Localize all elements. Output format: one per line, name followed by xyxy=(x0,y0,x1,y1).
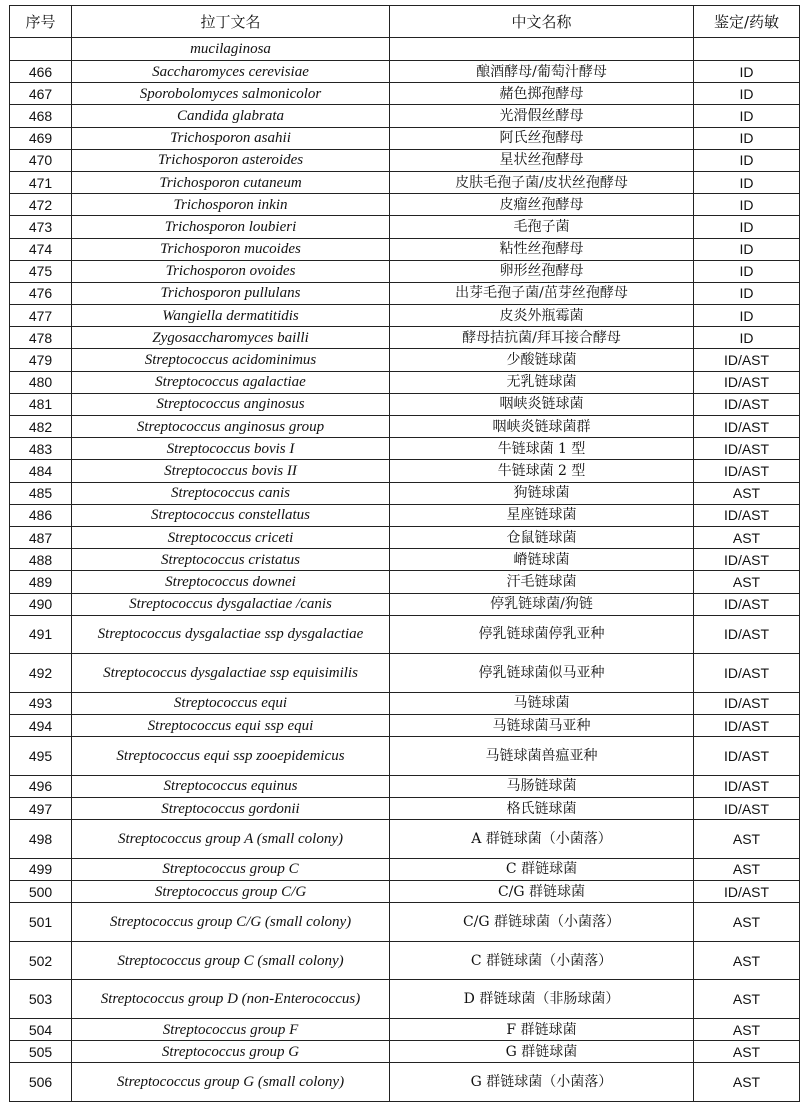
row-id-ast: AST xyxy=(694,1063,800,1102)
row-chinese-name: 咽峡炎链球菌 xyxy=(390,393,694,415)
row-no: 502 xyxy=(10,941,72,980)
row-no: 506 xyxy=(10,1063,72,1102)
row-id-ast: ID xyxy=(694,238,800,260)
row-id-ast: ID xyxy=(694,327,800,349)
table-row xyxy=(10,737,800,776)
row-id-ast: ID xyxy=(694,105,800,127)
organism-table xyxy=(9,5,800,1102)
row-latin-name: Streptococcus group G xyxy=(72,1041,390,1063)
row-latin-name: Streptococcus group C xyxy=(72,858,390,880)
row-id-ast: ID/AST xyxy=(694,504,800,526)
row-chinese-name: 马链球菌兽瘟亚种 xyxy=(390,737,694,776)
row-no: 487 xyxy=(10,526,72,548)
table-row xyxy=(10,526,800,548)
row-latin-name: Streptococcus agalactiae xyxy=(72,371,390,393)
row-no: 468 xyxy=(10,105,72,127)
table-row xyxy=(10,438,800,460)
row-id-ast xyxy=(694,38,800,61)
row-latin-name: Trichosporon pullulans xyxy=(72,282,390,304)
row-id-ast: ID/AST xyxy=(694,349,800,371)
row-no: 479 xyxy=(10,349,72,371)
table-row xyxy=(10,881,800,903)
row-no: 486 xyxy=(10,504,72,526)
row-no: 504 xyxy=(10,1018,72,1040)
row-no: 495 xyxy=(10,737,72,776)
row-chinese-name: 嵴链球菌 xyxy=(390,549,694,571)
row-latin-name: Streptococcus anginosus group xyxy=(72,416,390,438)
row-no: 492 xyxy=(10,654,72,693)
row-id-ast: ID/AST xyxy=(694,654,800,693)
row-latin-name: Streptococcus dysgalactiae /canis xyxy=(72,593,390,615)
row-id-ast: ID xyxy=(694,83,800,105)
row-chinese-name: 酿酒酵母/葡萄汁酵母 xyxy=(390,61,694,83)
table-row xyxy=(10,820,800,859)
row-id-ast: ID xyxy=(694,305,800,327)
header-id-ast: 鉴定/药敏 xyxy=(694,6,800,38)
row-chinese-name: 狗链球菌 xyxy=(390,482,694,504)
row-latin-name: Streptococcus bovis I xyxy=(72,438,390,460)
row-id-ast: ID/AST xyxy=(694,460,800,482)
row-no: 473 xyxy=(10,216,72,238)
row-no: 481 xyxy=(10,393,72,415)
row-no: 466 xyxy=(10,61,72,83)
row-no: 469 xyxy=(10,127,72,149)
row-latin-name: Streptococcus group A (small colony) xyxy=(72,820,390,859)
row-id-ast: ID xyxy=(694,194,800,216)
row-chinese-name: 汗毛链球菌 xyxy=(390,571,694,593)
row-chinese-name: 停乳链球菌停乳亚种 xyxy=(390,615,694,654)
row-latin-name: Streptococcus anginosus xyxy=(72,393,390,415)
row-latin-name: mucilaginosa xyxy=(72,38,390,61)
row-id-ast: AST xyxy=(694,482,800,504)
row-latin-name: Streptococcus group G (small colony) xyxy=(72,1063,390,1102)
row-latin-name: Streptococcus gordonii xyxy=(72,798,390,820)
row-chinese-name: 牛链球菌 2 型 xyxy=(390,460,694,482)
row-id-ast: ID/AST xyxy=(694,692,800,714)
row-latin-name: Streptococcus cristatus xyxy=(72,549,390,571)
row-chinese-name: 皮瘤丝孢酵母 xyxy=(390,194,694,216)
row-latin-name: Streptococcus dysgalactiae ssp equisimilis xyxy=(72,654,390,693)
row-id-ast: AST xyxy=(694,941,800,980)
header-row xyxy=(10,6,800,38)
row-id-ast: ID/AST xyxy=(694,438,800,460)
row-id-ast: ID xyxy=(694,61,800,83)
row-id-ast: AST xyxy=(694,820,800,859)
table-row xyxy=(10,216,800,238)
table-row xyxy=(10,349,800,371)
header-no: 序号 xyxy=(10,6,72,38)
row-no: 499 xyxy=(10,858,72,880)
row-id-ast: ID xyxy=(694,149,800,171)
row-latin-name: Trichosporon ovoides xyxy=(72,260,390,282)
row-id-ast: ID/AST xyxy=(694,371,800,393)
row-id-ast: ID/AST xyxy=(694,798,800,820)
row-id-ast: AST xyxy=(694,858,800,880)
row-chinese-name: 马肠链球菌 xyxy=(390,775,694,797)
row-latin-name: Saccharomyces cerevisiae xyxy=(72,61,390,83)
row-latin-name: Streptococcus constellatus xyxy=(72,504,390,526)
row-id-ast: ID/AST xyxy=(694,715,800,737)
row-no: 480 xyxy=(10,371,72,393)
row-chinese-name: 格氏链球菌 xyxy=(390,798,694,820)
row-latin-name: Trichosporon loubieri xyxy=(72,216,390,238)
row-no: 501 xyxy=(10,903,72,942)
row-chinese-name: 粘性丝孢酵母 xyxy=(390,238,694,260)
row-id-ast: ID/AST xyxy=(694,393,800,415)
table-row xyxy=(10,238,800,260)
table-row xyxy=(10,549,800,571)
row-no: 483 xyxy=(10,438,72,460)
row-chinese-name: 仓鼠链球菌 xyxy=(390,526,694,548)
row-latin-name: Streptococcus group F xyxy=(72,1018,390,1040)
row-chinese-name: 停乳链球菌/狗链 xyxy=(390,593,694,615)
row-latin-name: Streptococcus dysgalactiae ssp dysgalactiae xyxy=(72,615,390,654)
table-row xyxy=(10,715,800,737)
row-latin-name: Streptococcus group C/G (small colony) xyxy=(72,903,390,942)
row-chinese-name: 毛孢子菌 xyxy=(390,216,694,238)
row-chinese-name: C/G 群链球菌（小菌落） xyxy=(390,903,694,942)
row-no: 490 xyxy=(10,593,72,615)
row-no: 497 xyxy=(10,798,72,820)
row-id-ast: ID/AST xyxy=(694,881,800,903)
row-no: 482 xyxy=(10,416,72,438)
row-no: 503 xyxy=(10,980,72,1019)
row-chinese-name: 皮肤毛孢子菌/皮状丝孢酵母 xyxy=(390,171,694,193)
row-chinese-name: C 群链球菌 xyxy=(390,858,694,880)
row-no: 484 xyxy=(10,460,72,482)
table-row xyxy=(10,1041,800,1063)
table-row xyxy=(10,571,800,593)
row-id-ast: ID/AST xyxy=(694,615,800,654)
row-chinese-name: F 群链球菌 xyxy=(390,1018,694,1040)
row-latin-name: Streptococcus downei xyxy=(72,571,390,593)
row-id-ast: AST xyxy=(694,1041,800,1063)
row-no: 505 xyxy=(10,1041,72,1063)
row-no: 472 xyxy=(10,194,72,216)
table-row xyxy=(10,482,800,504)
row-no: 474 xyxy=(10,238,72,260)
row-chinese-name: 卵形丝孢酵母 xyxy=(390,260,694,282)
row-chinese-name: 出芽毛孢子菌/茁芽丝孢酵母 xyxy=(390,282,694,304)
table-row xyxy=(10,654,800,693)
row-id-ast: AST xyxy=(694,903,800,942)
row-latin-name: Streptococcus group C/G xyxy=(72,881,390,903)
row-no: 471 xyxy=(10,171,72,193)
table-row xyxy=(10,980,800,1019)
table-row xyxy=(10,615,800,654)
table-row xyxy=(10,171,800,193)
row-no: 475 xyxy=(10,260,72,282)
table-row xyxy=(10,775,800,797)
table-row xyxy=(10,798,800,820)
row-chinese-name: 赭色掷孢酵母 xyxy=(390,83,694,105)
row-no: 488 xyxy=(10,549,72,571)
table-row xyxy=(10,903,800,942)
row-no: 478 xyxy=(10,327,72,349)
table-row xyxy=(10,858,800,880)
row-latin-name: Trichosporon mucoides xyxy=(72,238,390,260)
row-chinese-name: 星座链球菌 xyxy=(390,504,694,526)
row-chinese-name: A 群链球菌（小菌落） xyxy=(390,820,694,859)
row-chinese-name: 牛链球菌 1 型 xyxy=(390,438,694,460)
row-chinese-name: 马链球菌 xyxy=(390,692,694,714)
table-row xyxy=(10,305,800,327)
table-row xyxy=(10,149,800,171)
table-row xyxy=(10,1063,800,1102)
row-no: 491 xyxy=(10,615,72,654)
row-latin-name: Sporobolomyces salmonicolor xyxy=(72,83,390,105)
row-id-ast: ID xyxy=(694,260,800,282)
row-latin-name: Streptococcus equi ssp equi xyxy=(72,715,390,737)
row-latin-name: Streptococcus bovis II xyxy=(72,460,390,482)
row-no: 500 xyxy=(10,881,72,903)
row-no: 494 xyxy=(10,715,72,737)
row-latin-name: Streptococcus equi xyxy=(72,692,390,714)
row-chinese-name: 阿氏丝孢酵母 xyxy=(390,127,694,149)
row-no: 496 xyxy=(10,775,72,797)
table-row xyxy=(10,105,800,127)
table-row xyxy=(10,393,800,415)
row-chinese-name: 皮炎外瓶霉菌 xyxy=(390,305,694,327)
row-latin-name: Zygosaccharomyces bailli xyxy=(72,327,390,349)
row-chinese-name: 星状丝孢酵母 xyxy=(390,149,694,171)
row-latin-name: Streptococcus equinus xyxy=(72,775,390,797)
table-row xyxy=(10,692,800,714)
row-no: 476 xyxy=(10,282,72,304)
row-no: 477 xyxy=(10,305,72,327)
row-latin-name: Streptococcus group C (small colony) xyxy=(72,941,390,980)
row-chinese-name: D 群链球菌（非肠球菌） xyxy=(390,980,694,1019)
table-row xyxy=(10,593,800,615)
row-no: 493 xyxy=(10,692,72,714)
row-latin-name: Trichosporon cutaneum xyxy=(72,171,390,193)
table-row xyxy=(10,504,800,526)
row-latin-name: Trichosporon asteroides xyxy=(72,149,390,171)
table-row xyxy=(10,941,800,980)
continuation-row xyxy=(10,38,800,61)
row-id-ast: AST xyxy=(694,980,800,1019)
table-row xyxy=(10,127,800,149)
row-latin-name: Wangiella dermatitidis xyxy=(72,305,390,327)
row-id-ast: ID/AST xyxy=(694,737,800,776)
row-chinese-name xyxy=(390,38,694,61)
row-chinese-name: 马链球菌马亚种 xyxy=(390,715,694,737)
table-row xyxy=(10,260,800,282)
row-no: 467 xyxy=(10,83,72,105)
row-chinese-name: C 群链球菌（小菌落） xyxy=(390,941,694,980)
row-id-ast: ID/AST xyxy=(694,775,800,797)
table-row xyxy=(10,194,800,216)
row-no: 470 xyxy=(10,149,72,171)
row-chinese-name: 酵母拮抗菌/拜耳接合酵母 xyxy=(390,327,694,349)
row-chinese-name: C/G 群链球菌 xyxy=(390,881,694,903)
row-id-ast: ID/AST xyxy=(694,593,800,615)
row-no: 498 xyxy=(10,820,72,859)
row-chinese-name: 无乳链球菌 xyxy=(390,371,694,393)
row-latin-name: Streptococcus canis xyxy=(72,482,390,504)
row-chinese-name: 光滑假丝酵母 xyxy=(390,105,694,127)
row-latin-name: Candida glabrata xyxy=(72,105,390,127)
table-row xyxy=(10,327,800,349)
row-chinese-name: 咽峡炎链球菌群 xyxy=(390,416,694,438)
row-chinese-name: G 群链球菌（小菌落） xyxy=(390,1063,694,1102)
row-no: 485 xyxy=(10,482,72,504)
header-chinese-name: 中文名称 xyxy=(390,6,694,38)
row-no xyxy=(10,38,72,61)
row-latin-name: Streptococcus equi ssp zooepidemicus xyxy=(72,737,390,776)
row-latin-name: Trichosporon inkin xyxy=(72,194,390,216)
table-row xyxy=(10,83,800,105)
row-id-ast: AST xyxy=(694,571,800,593)
row-latin-name: Streptococcus acidominimus xyxy=(72,349,390,371)
row-latin-name: Streptococcus group D (non-Enterococcus) xyxy=(72,980,390,1019)
row-id-ast: AST xyxy=(694,526,800,548)
row-chinese-name: 停乳链球菌似马亚种 xyxy=(390,654,694,693)
table-row xyxy=(10,371,800,393)
table-row xyxy=(10,61,800,83)
row-id-ast: AST xyxy=(694,1018,800,1040)
table-row xyxy=(10,460,800,482)
row-id-ast: ID xyxy=(694,216,800,238)
row-latin-name: Streptococcus criceti xyxy=(72,526,390,548)
row-id-ast: ID xyxy=(694,171,800,193)
row-id-ast: ID/AST xyxy=(694,549,800,571)
row-no: 489 xyxy=(10,571,72,593)
table-row xyxy=(10,1018,800,1040)
row-latin-name: Trichosporon asahii xyxy=(72,127,390,149)
header-latin-name: 拉丁文名 xyxy=(72,6,390,38)
row-chinese-name: 少酸链球菌 xyxy=(390,349,694,371)
table-row xyxy=(10,416,800,438)
row-chinese-name: G 群链球菌 xyxy=(390,1041,694,1063)
row-id-ast: ID xyxy=(694,127,800,149)
table-row xyxy=(10,282,800,304)
row-id-ast: ID xyxy=(694,282,800,304)
row-id-ast: ID/AST xyxy=(694,416,800,438)
